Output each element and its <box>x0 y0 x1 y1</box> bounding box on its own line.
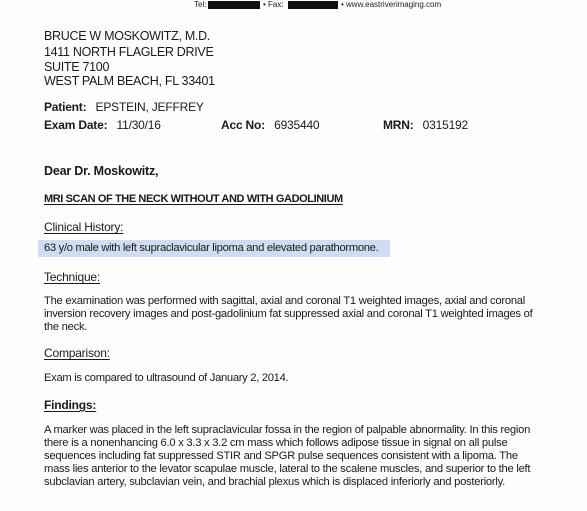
exam-date-value: 11/30/16 <box>116 118 161 132</box>
mrn-value: 0315192 <box>422 118 468 132</box>
patient-name: EPSTEIN, JEFFREY <box>95 100 204 114</box>
recipient-suite: SUITE 7100 <box>44 60 110 74</box>
acc-row <box>221 118 319 132</box>
recipient-city: WEST PALM BEACH, FL 33401 <box>44 74 215 88</box>
mrn-label: MRN: <box>383 118 414 132</box>
mrn-row <box>383 118 468 132</box>
fax-label: • Fax: <box>263 0 284 9</box>
website-text: • www.eastriverimaging.com <box>341 0 442 9</box>
technique-heading: Technique: <box>44 270 101 284</box>
acc-label: Acc No: <box>221 118 265 132</box>
findings-heading: Findings: <box>44 398 97 412</box>
exam-title: MRI SCAN OF THE NECK WITHOUT AND WITH GADOLINIUM <box>44 193 343 205</box>
clinical-history-heading: Clinical History: <box>44 220 124 234</box>
redacted-fax <box>288 1 338 9</box>
comparison-heading: Comparison: <box>44 346 110 360</box>
patient-row <box>44 100 204 114</box>
salutation: Dear Dr. Moskowitz, <box>44 164 159 178</box>
acc-value: 6935440 <box>274 118 320 132</box>
findings-text: A marker was placed in the left supraclavicular fossa in the region of palpable abnormality. In this region there is a nonenhancing 6.0 x 3.3 x 3.2 cm mass which follows adipose tissue in signal on all pulse sequences including fat suppressed STIR and SPGR pulse sequences consistent with a lipoma. The mass lies anterior to the levator scapulae muscle, lateral to the scalene muscles, and superior to the left subclavian artery, subclavian vein, and brachial plexus which is displaced inferiorly and posteriorly. <box>44 424 531 488</box>
contact-strip <box>0 0 587 11</box>
recipient-street: 1411 NORTH FLAGLER DRIVE <box>44 45 214 59</box>
technique-text: The examination was performed with sagittal, axial and coronal T1 weighted images, axial and coronal inversion recovery images and post-gadolinium fat suppressed axial and coronal T1 weighted images of the neck. <box>44 295 533 333</box>
exam-date-label: Exam Date: <box>44 118 108 132</box>
exam-date-row <box>44 118 161 132</box>
recipient-name: BRUCE W MOSKOWITZ, M.D. <box>44 29 211 43</box>
clinical-history-text: 63 y/o male with left supraclavicular lipoma and elevated parathormone. <box>44 242 379 254</box>
comparison-text: Exam is compared to ultrasound of January 2, 2014. <box>44 372 289 384</box>
redacted-phone <box>208 1 260 9</box>
patient-label: Patient: <box>44 100 87 114</box>
tel-label: Tel: <box>194 0 207 9</box>
